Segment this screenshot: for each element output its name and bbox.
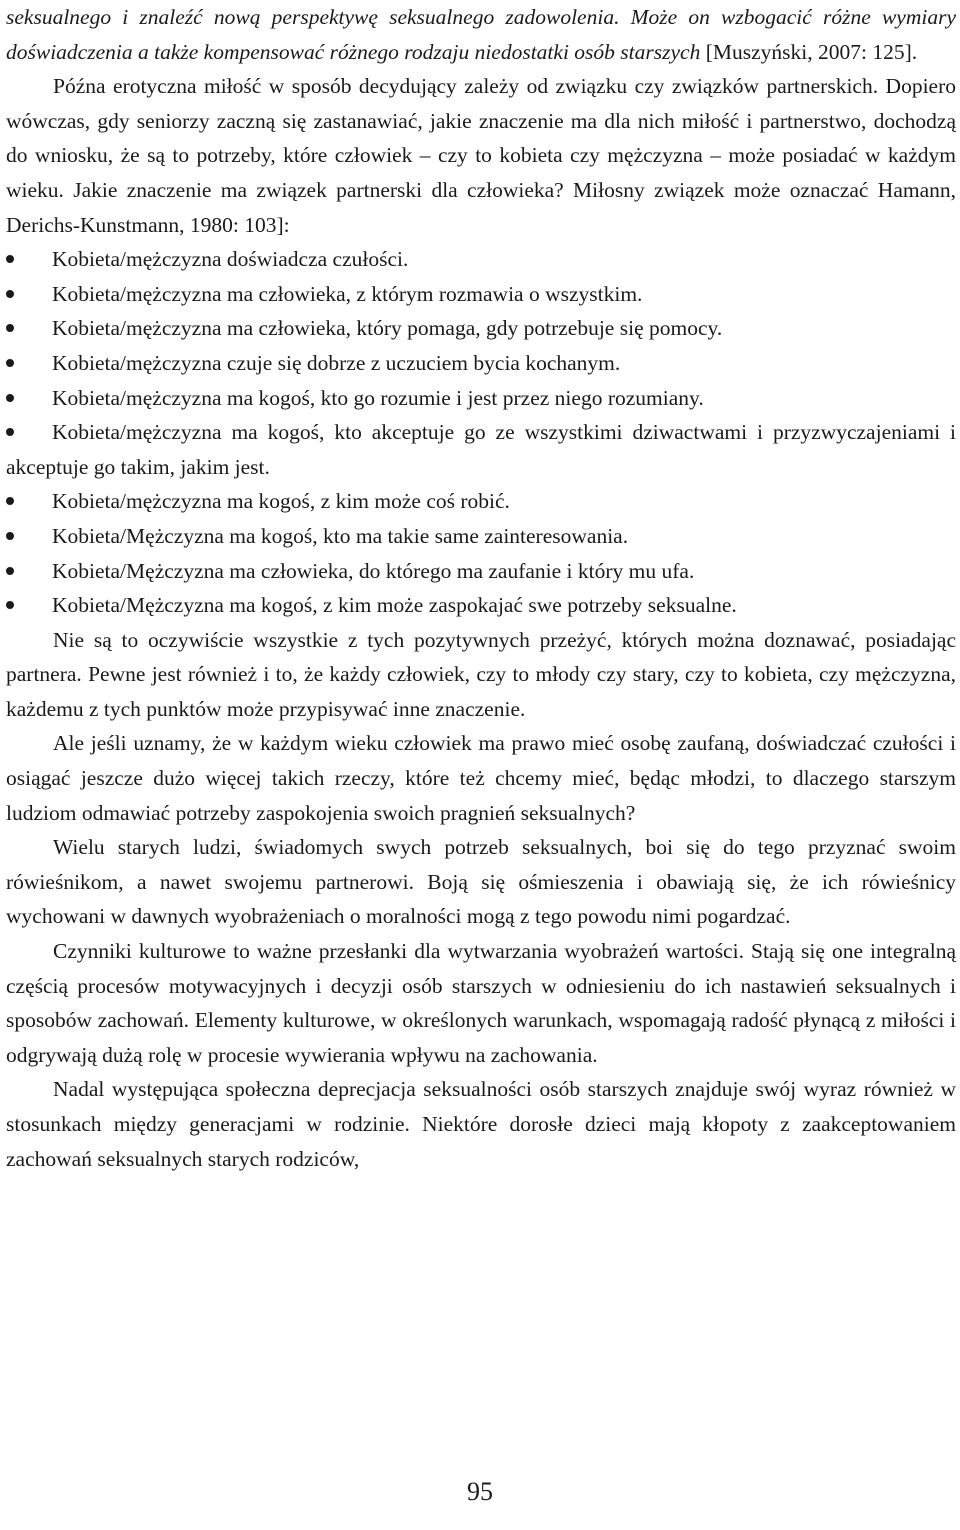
document-page (6, 0, 956, 1530)
bullet-icon (6, 532, 14, 540)
bullet-icon (6, 255, 14, 263)
bullet-icon (6, 567, 14, 575)
bullet-icon (6, 601, 14, 609)
paragraph: Nadal występująca społeczna deprecjacja seksualności osób starszych znajduje swój wyraz również w stosunkach między generacjami w rodzinie. Niektóre dorosłe dzieci mają kłopoty z zaakceptowaniem zachowań seksualnych starych rodziców, (6, 1077, 956, 1171)
paragraph: Późna erotyczna miłość w sposób decydujący zależy od związku czy związków partnerskich. Dopiero wówczas, gdy seniorzy zaczną się zastanawiać, jakie znaczenie ma dla nich miłość i partnerstwo, dochodzą do wniosku, że są to potrzeby, które człowiek – czy to kobieta czy mężczyzna – może posiadać w każdym wieku. Jakie znaczenie ma związek partnerski dla człowieka? Miłosny związek może oznaczać Hamann, Derichs-Kunstmann, 1980: 103]: (6, 74, 956, 237)
page-number: 95 (467, 1477, 493, 1506)
bullet-icon (6, 428, 14, 436)
paragraph-continuation (6, 0, 956, 69)
list-item: Kobieta/mężczyzna ma kogoś, z kim może coś robić. (6, 484, 956, 519)
list-item: Kobieta/mężczyzna ma człowieka, który pomaga, gdy potrzebuje się pomocy. (6, 311, 956, 346)
list-item: Kobieta/mężczyzna czuje się dobrze z uczuciem bycia kochanym. (6, 346, 956, 381)
list-item: Kobieta/Mężczyzna ma człowieka, do którego ma zaufanie i który mu ufa. (6, 554, 956, 589)
paragraph: Ale jeśli uznamy, że w każdym wieku człowiek ma prawo mieć osobę zaufaną, doświadczać czułości i osiągać jeszcze dużo więcej takich rzeczy, które też chcemy mieć, będąc młodzi, to dlaczego starszym ludziom odmawiać potrzeby zaspokojenia swoich pragnień seksualnych? (6, 731, 956, 825)
bullet-list (6, 242, 956, 623)
list-item: Kobieta/Mężczyzna ma kogoś, kto ma takie same zainteresowania. (6, 519, 956, 554)
bullet-icon (6, 359, 14, 367)
paragraph: Wielu starych ludzi, świadomych swych potrzeb seksualnych, boi się do tego przyznać swoim rówieśnikom, a nawet swojemu partnerowi. Boją się ośmieszenia i obawiają się, że ich rówieśnicy wychowani w dawnych wyobrażeniach o moralności mogą z tego powodu nimi pogardzać. (6, 835, 956, 929)
citation: [Muszyński, 2007: 125]. (700, 39, 918, 64)
list-item: Kobieta/mężczyzna doświadcza czułości. (6, 242, 956, 277)
bullet-icon (6, 290, 14, 298)
bullet-icon (6, 324, 14, 332)
list-item: Kobieta/mężczyzna ma człowieka, z którym rozmawia o wszystkim. (6, 277, 956, 312)
list-item: Kobieta/Mężczyzna ma kogoś, z kim może zaspokajać swe potrzeby seksualne. (6, 588, 956, 623)
list-item: Kobieta/mężczyzna ma kogoś, kto akceptuje go ze wszystkimi dziwactwami i przyzwyczajeniami i akceptuje go takim, jakim jest. (6, 420, 956, 479)
paragraph: Nie są to oczywiście wszystkie z tych pozytywnych przeżyć, których można doznawać, posiadając partnera. Pewne jest również i to, że każdy człowiek, czy to młody czy stary, czy to kobieta, czy mężczyzna, każdemu z tych punktów może przypisywać inne znaczenie. (6, 627, 956, 721)
bullet-icon (6, 497, 14, 505)
paragraph: Czynniki kulturowe to ważne przesłanki dla wytwarzania wyobrażeń wartości. Stają się one integralną częścią procesów motywacyjnych i decyzji osób starszych w odniesieniu do ich nastawień seksualnych i sposobów zachowań. Elementy kulturowe, w określonych warunkach, wspomagają radość płynącą z miłości i odgrywają dużą rolę w procesie wywierania wpływu na zachowania. (6, 939, 956, 1067)
list-item: Kobieta/mężczyzna ma kogoś, kto go rozumie i jest przez niego rozumiany. (6, 381, 956, 416)
bullet-icon (6, 394, 14, 402)
italic-quote: seksualnego i znaleźć nową perspektywę seksualnego zadowolenia. Może on wzbogacić różne wymiary doświadczenia a także kompensować różnego rodzaju niedostatki osób starszych (6, 5, 956, 64)
